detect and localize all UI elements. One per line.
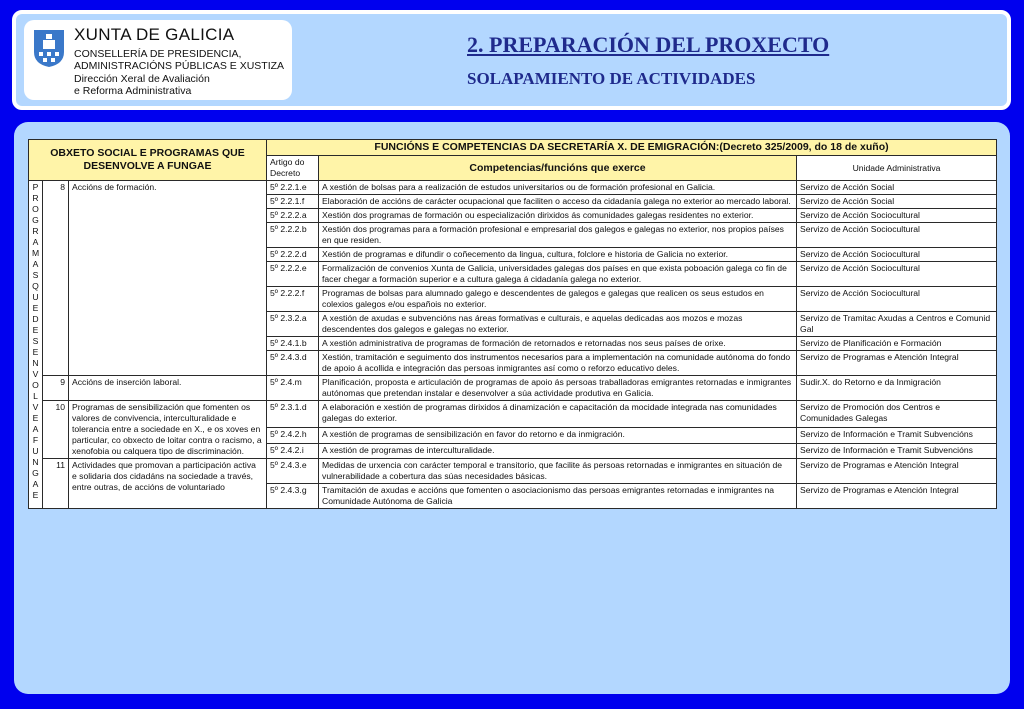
- right-header: FUNCIÓNS E COMPETENCIAS DA SECRETARÍA X. DE EMIGRACIÓN:(Decreto 325/2009, do 18 de xuño): [267, 140, 997, 156]
- competencia-cell: A elaboración e xestión de programas dirixidos á dinamización e capacitación da mocidade integrada nas comunidades galegas do exterior.: [319, 401, 797, 428]
- logo-title: XUNTA DE GALICIA: [74, 25, 235, 44]
- program-name: Programas de sensibilización que fomenten os valores de convivencia, interculturalidade e tolerancia entre a sociedade en X., e os xoves en particular, co obxecto de loitar contra o racismo, a xenofobia ou calquera tipo de discriminación.: [69, 401, 267, 459]
- competencia-cell: A xestión administrativa de programas de formación de retornados e retornadas nos seus países de orixe.: [319, 337, 797, 351]
- vertical-letter: U: [32, 292, 39, 302]
- competencia-cell: Elaboración de accións de carácter ocupacional que faciliten o acceso da cidadanía galega no exterior ao mercado laboral.: [319, 195, 797, 209]
- vertical-letter: R: [32, 193, 39, 203]
- table-row: [29, 181, 997, 195]
- artigo-cell: 5º 2.2.2.e: [267, 262, 319, 287]
- vertical-letter: S: [32, 270, 39, 280]
- competencia-cell: A xestión de programas de sensibilización en favor do retorno e da inmigración.: [319, 428, 797, 443]
- table-row: [29, 459, 997, 484]
- unidade-cell: Servizo de Acción Social: [797, 195, 997, 209]
- competencia-cell: Xestión, tramitación e seguimento dos instrumentos necesarios para a implementación na comunidade autónoma do fondo de apoio á acollida e integración das persoas inmigrantes así como o reforzo educativo deles.: [319, 351, 797, 376]
- vertical-label: [29, 181, 43, 509]
- artigo-cell: 5º 2.2.1.e: [267, 181, 319, 195]
- vertical-letter: M: [32, 248, 40, 258]
- vertical-letter: E: [32, 325, 39, 335]
- artigo-header: Artigo do Decreto: [267, 156, 319, 181]
- competencia-cell: Formalización de convenios Xunta de Galicia, universidades galegas dos países en que exista poboación galega co fin de facer chegar a formación superior e a cultura galega á cidadanía galega no exterior.: [319, 262, 797, 287]
- competencias-header: Competencias/funcións que exerce: [319, 156, 797, 181]
- vertical-letter: N: [32, 457, 39, 467]
- logo-sub-line: e Reforma Administrativa: [74, 85, 192, 97]
- vertical-letter: E: [32, 347, 39, 357]
- vertical-letter: G: [32, 468, 39, 478]
- artigo-cell: 5º 2.4.1.b: [267, 337, 319, 351]
- vertical-letter: E: [32, 413, 39, 423]
- competencia-cell: A xestión de programas de interculturalidade.: [319, 443, 797, 458]
- header-panel: [12, 10, 1011, 110]
- program-name: Accións de formación.: [69, 181, 267, 376]
- artigo-cell: 5º 2.2.2.d: [267, 248, 319, 262]
- program-number: 9: [43, 376, 69, 401]
- unidade-cell: Servizo de Acción Sociocultural: [797, 262, 997, 287]
- unidade-cell: Servizo de Tramitac Axudas a Centros e Comunid Gal: [797, 312, 997, 337]
- galicia-shield-icon: [32, 28, 66, 68]
- competencia-cell: Xestión dos programas para a formación profesional e empresarial dos galegos e galegas no exterior, nos propios países en que residen.: [319, 223, 797, 248]
- left-header: OBXETO SOCIAL E PROGRAMAS QUE DESENVOLVE A FUNGAE: [29, 140, 267, 181]
- artigo-cell: 5º 2.3.1.d: [267, 401, 319, 428]
- vertical-letter: F: [32, 435, 39, 445]
- artigo-cell: 5º 2.4.3.d: [267, 351, 319, 376]
- vertical-letter: N: [32, 358, 39, 368]
- program-name: Actividades que promovan a participación activa e solidaria dos cidadáns na sociedade a través, entre outras, de accións de voluntariado: [69, 459, 267, 509]
- vertical-letter: G: [32, 215, 39, 225]
- unidade-cell: Servizo de Acción Sociocultural: [797, 248, 997, 262]
- artigo-cell: 5º 2.4.3.g: [267, 484, 319, 509]
- competencia-cell: Xestión de programas e difundir o coñecemento da lingua, cultura, folclore e historia de Galicia no exterior.: [319, 248, 797, 262]
- unidade-cell: Servizo de Promoción dos Centros e Comunidades Galegas: [797, 401, 997, 428]
- vertical-letter: O: [32, 204, 39, 214]
- vertical-letter: V: [32, 369, 39, 379]
- artigo-cell: 5º 2.4.3.e: [267, 459, 319, 484]
- competencia-cell: Xestión dos programas de formación ou especialización dirixidos ás comunidades galegas residentes no exterior.: [319, 209, 797, 223]
- table-row: [29, 401, 997, 428]
- competencia-cell: Programas de bolsas para alumnado galego e descendentes de galegos e galegas que realicen os seus estudos en colexios galegos e/ou españois no exterior.: [319, 287, 797, 312]
- artigo-cell: 5º 2.4.2.i: [267, 443, 319, 458]
- artigo-cell: 5º 2.2.2.f: [267, 287, 319, 312]
- competencia-cell: A xestión de bolsas para a realización de estudos universitarios ou de formación profesional en Galicia.: [319, 181, 797, 195]
- unidade-header: Unidade Administrativa: [797, 156, 997, 181]
- vertical-letter: E: [32, 490, 39, 500]
- logo-line: CONSELLERÍA DE PRESIDENCIA,: [74, 48, 242, 60]
- program-number: 8: [43, 181, 69, 376]
- competencia-cell: Medidas de urxencia con carácter temporal e transitorio, que facilite ás persoas retornadas e inmigrantes en situación de vulnerabilidade a cobertura das súas necesidades básicas.: [319, 459, 797, 484]
- unidade-cell: Servizo de Programas e Atención Integral: [797, 459, 997, 484]
- unidade-cell: Servizo de Programas e Atención Integral: [797, 351, 997, 376]
- competencia-cell: Planificación, proposta e articulación de programas de apoio ás persoas traballadoras emigrantes retornadas e inmigrantes autónomas que pretendan instalar e desenvolver a súa actividade produtiva en Galicia.: [319, 376, 797, 401]
- unidade-cell: Servizo de Programas e Atención Integral: [797, 484, 997, 509]
- program-name: Accións de inserción laboral.: [69, 376, 267, 401]
- artigo-cell: 5º 2.2.2.a: [267, 209, 319, 223]
- competencia-cell: Tramitación de axudas e accións que fomenten o asociacionismo das persoas emigrantes retornadas e inmigrantes na Comunidade Autónoma de Galicia: [319, 484, 797, 509]
- vertical-letter: U: [32, 446, 39, 456]
- vertical-letter: Q: [32, 281, 39, 291]
- program-number: 11: [43, 459, 69, 509]
- vertical-letter: R: [32, 226, 39, 236]
- unidade-cell: Servizo de Acción Sociocultural: [797, 223, 997, 248]
- artigo-cell: 5º 2.2.2.b: [267, 223, 319, 248]
- xunta-logo: [24, 20, 292, 100]
- unidade-cell: Servizo de Acción Sociocultural: [797, 287, 997, 312]
- artigo-cell: 5º 2.4.2.h: [267, 428, 319, 443]
- vertical-letter: A: [32, 424, 39, 434]
- artigo-cell: 5º 2.4.m: [267, 376, 319, 401]
- vertical-letter: V: [32, 402, 39, 412]
- competencia-cell: A xestión de axudas e subvencións nas áreas formativas e culturais, e aquelas dedicadas aos mozos e mozas descendentes dos galegos e galegas no exterior.: [319, 312, 797, 337]
- unidade-cell: Servizo de Información e Tramit Subvencións: [797, 428, 997, 443]
- unidade-cell: Servizo de Planificación e Formación: [797, 337, 997, 351]
- activities-table: [28, 139, 997, 509]
- vertical-letter: L: [33, 391, 38, 401]
- artigo-cell: 5º 2.2.1.f: [267, 195, 319, 209]
- unidade-cell: Sudir.X. do Retorno e da Inmigración: [797, 376, 997, 401]
- program-number: 10: [43, 401, 69, 459]
- vertical-letter: S: [32, 336, 39, 346]
- page-subtitle: SOLAPAMIENTO DE ACTIVIDADES: [467, 69, 756, 88]
- vertical-letter: D: [32, 314, 39, 324]
- logo-line: ADMINISTRACIÓNS PÚBLICAS E XUSTIZA: [74, 60, 285, 72]
- logo-sub-line: Dirección Xeral de Avaliación: [74, 73, 210, 85]
- vertical-letter: A: [32, 479, 39, 489]
- artigo-cell: 5º 2.3.2.a: [267, 312, 319, 337]
- vertical-letter: P: [32, 182, 39, 192]
- page-title: 2. PREPARACIÓN DEL PROXECTO: [467, 32, 830, 57]
- unidade-cell: Servizo de Acción Social: [797, 181, 997, 195]
- unidade-cell: Servizo de Acción Sociocultural: [797, 209, 997, 223]
- table-row: [29, 376, 997, 401]
- vertical-letter: O: [32, 380, 39, 390]
- vertical-letter: A: [32, 259, 39, 269]
- vertical-letter: A: [32, 237, 39, 247]
- vertical-letter: E: [32, 303, 39, 313]
- unidade-cell: Servizo de Información e Tramit Subvencións: [797, 443, 997, 458]
